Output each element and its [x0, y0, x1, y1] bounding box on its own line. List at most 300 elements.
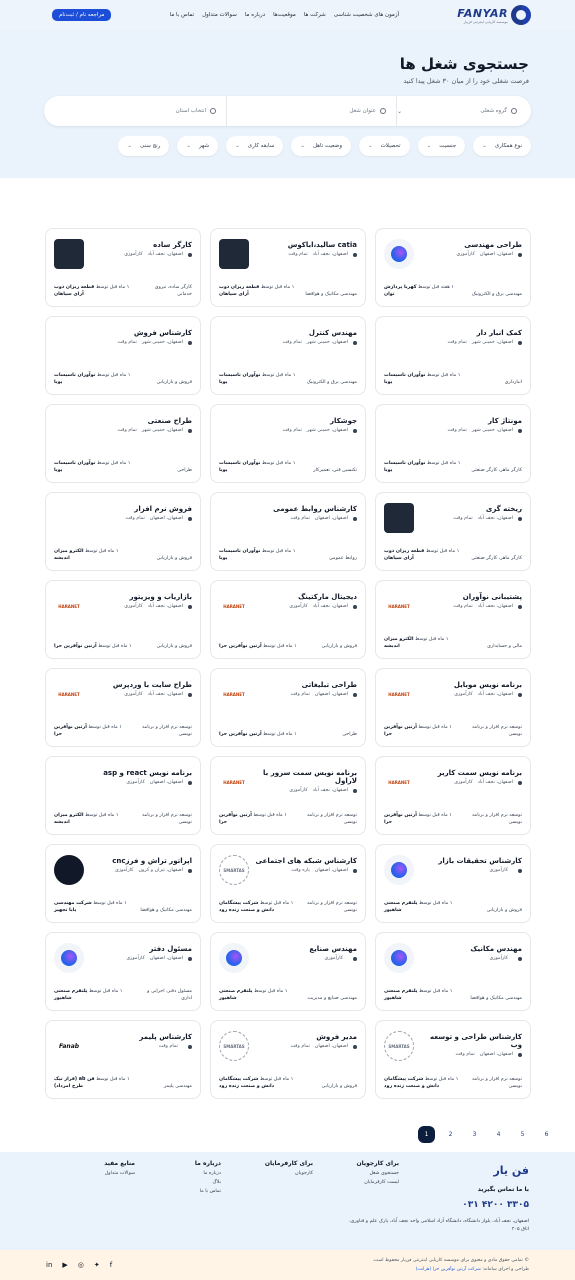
chevron-down-icon: ⌄ — [397, 107, 403, 115]
location-pin-icon — [353, 1045, 357, 1049]
page-button[interactable]: 5 — [520, 1131, 525, 1138]
job-category: مهندسی صنایع و مدیریت — [307, 995, 357, 1001]
company-logo: HARANET — [384, 591, 414, 621]
filter-education[interactable]: تحصیلات ⌄ — [359, 136, 410, 156]
job-category: مهندسی مکانیک و هوافضا — [305, 291, 357, 297]
job-category: تکنسین فنی، تعمیرکار — [313, 467, 357, 473]
job-title[interactable]: برنامه نویس سمت کاربر — [437, 769, 522, 777]
job-type: کارآموزی — [124, 252, 143, 257]
company-logo: HARANET — [54, 679, 84, 709]
top-header — [0, 0, 575, 30]
job-category: کارگر ساده، نیروی خدماتی — [154, 285, 192, 297]
job-category: مهندسی پلیمر — [163, 1083, 192, 1089]
job-location: اصفهان، اصفهان — [479, 252, 513, 257]
company-name[interactable]: نوآوران تاسیسات پویا — [54, 373, 96, 385]
login-button[interactable]: مراجعه نام / ثبت‌نام — [52, 9, 111, 21]
location-pin-icon — [353, 341, 357, 345]
job-title[interactable]: بازاریاب و ویزیتور — [129, 593, 192, 601]
filter-marital[interactable]: وضعیت تاهل ⌄ — [291, 136, 351, 156]
posted-time: ۱ ماه قبل توسط — [424, 1077, 459, 1082]
job-type: تمام وقت — [453, 604, 473, 609]
job-location: اصفهان، اصفهان — [149, 516, 183, 521]
page-subtitle: فرصت شغلی خود را از میان ۳۰ شغل پیدا کنید — [403, 77, 529, 85]
brand-tagline: موسسه کاریابی اینترنتی فن‌یار — [463, 19, 508, 24]
job-title[interactable]: جوشکار — [329, 417, 357, 425]
job-location: اصفهان، خمینی شهر — [471, 340, 513, 345]
job-title[interactable]: اپراتور تراش و فرزcnc — [112, 857, 192, 865]
job-card[interactable] — [210, 492, 366, 571]
footer-link[interactable]: بلاگ — [212, 1180, 221, 1185]
company-logo — [219, 943, 249, 973]
posted-time: ۱ ماه قبل توسط — [88, 989, 123, 994]
location-pin-icon — [518, 693, 522, 697]
location-pin-icon — [188, 869, 192, 873]
job-title[interactable]: catia سالید،اباکوس — [287, 241, 357, 249]
job-location: اصفهان، نجف آباد — [312, 604, 348, 609]
footer-col-resources: منابع مفید سوالات متداول — [104, 1160, 135, 1176]
location-pin-icon — [188, 781, 192, 785]
job-category: توسعه نرم افزار و برنامه نویسی — [472, 725, 522, 737]
job-location: اصفهان، اصفهان — [314, 1044, 348, 1049]
main-nav — [170, 12, 399, 18]
posted-time: ۱ هفته قبل توسط — [418, 285, 454, 290]
filter-city[interactable]: شهر ⌄ — [177, 136, 218, 156]
job-card[interactable] — [210, 316, 366, 395]
page-button[interactable]: 1 — [418, 1126, 435, 1143]
job-type: کارآموزی — [124, 604, 143, 609]
search-icon — [380, 108, 386, 114]
nav-about[interactable]: درباره ما — [244, 12, 266, 18]
page-button[interactable]: 4 — [496, 1131, 501, 1138]
job-card[interactable] — [210, 668, 366, 747]
brand-name: FANYAR — [457, 6, 508, 20]
location-pin-icon — [353, 605, 357, 609]
social-links — [46, 1261, 112, 1269]
company-name[interactable]: آرتین نوآفرین حرا — [384, 725, 417, 737]
job-card[interactable] — [375, 844, 531, 923]
posted-time: ۱ ماه قبل توسط — [93, 901, 127, 906]
job-category: توسعه نرم افزار و برنامه نویسی — [472, 813, 522, 825]
job-card[interactable] — [375, 1020, 531, 1099]
logo-icon — [511, 5, 531, 25]
job-location: اصفهان، نجف آباد — [477, 780, 513, 785]
job-location: اصفهان، اصفهان — [314, 692, 348, 697]
bottom-bar: © تمامی حقوق مادی و معنوی برای موسسه کاریابی اینترنتی فن‌یار محفوظ است. طراحی و اجرای سامانه: شرکت آرتین نوآفرین حرا (هرانت) in ▶ ◎ ✦ f — [0, 1250, 575, 1280]
footer — [0, 1152, 575, 1250]
facebook-icon[interactable]: f — [109, 1261, 113, 1269]
job-card[interactable] — [210, 580, 366, 659]
posted-time: ۱ ماه قبل توسط — [253, 989, 288, 994]
job-type: تمام وقت — [282, 340, 302, 345]
location-pin-icon — [188, 605, 192, 609]
location-pin-icon — [188, 1045, 192, 1049]
footer-col-employers: برای کارفرمایان کارجویان — [264, 1160, 313, 1176]
province-select[interactable]: انتخاب استان — [58, 96, 227, 126]
posted-time: ۱ ماه قبل توسط — [88, 725, 122, 730]
job-type: کارآموزی — [126, 956, 145, 961]
job-title[interactable]: طراحی تبلیغاتی — [301, 681, 357, 689]
linkedin-icon[interactable]: in — [46, 1261, 53, 1269]
job-category: فروش و بازاریابی — [321, 643, 357, 649]
company-name[interactable]: آرتین نوآفرین حرا — [54, 725, 87, 737]
job-card[interactable] — [375, 668, 531, 747]
company-name[interactable]: نوآوران تاسیسات پویا — [384, 461, 426, 473]
company-logo: HARANET — [219, 767, 249, 797]
job-group-select[interactable]: گروه شغلی ⌄ — [397, 96, 517, 126]
company-name[interactable]: قطعه ریزان ذوب آرای سپاهان — [384, 549, 425, 561]
job-title-input[interactable]: عنوان شغل — [227, 96, 397, 126]
job-type: تمام وقت — [290, 692, 310, 697]
posted-time: ۱ ماه قبل توسط — [425, 549, 460, 554]
job-location: اصفهان، خمینی شهر — [306, 340, 348, 345]
address: اصفهان، نجف آباد، بلوار دانشگاه، دانشگاه آزاد اسلامی واحد نجف آباد، پارک علم و فناوری، اتاق ۲۰۵ — [349, 1219, 529, 1232]
location-pin-icon — [518, 341, 522, 345]
company-name[interactable]: آرتین نوآفرین حرا — [219, 813, 252, 825]
location-icon — [210, 108, 216, 114]
chevron-down-icon: ⌄ — [368, 143, 373, 149]
twitter-icon[interactable]: ✦ — [93, 1261, 100, 1269]
company-name[interactable]: شرکت پیشگامان دانش و صنعت زنده رود — [219, 1077, 275, 1089]
posted-time: ۱ ماه قبل توسط — [260, 285, 295, 290]
job-title[interactable]: کارشناس شبکه های اجتماعی — [255, 857, 357, 865]
posted-time: ۱ ماه قبل توسط — [85, 813, 119, 818]
location-pin-icon — [188, 517, 192, 521]
posted-time: ۱ ماه قبل توسط — [261, 373, 296, 378]
job-category: توسعه نرم افزار و برنامه نویسی — [142, 725, 192, 737]
posted-time: ۱ ماه قبل توسط — [85, 549, 119, 554]
posted-time: ۱ ماه قبل توسط — [259, 1077, 294, 1082]
company-logo: HARANET — [384, 679, 414, 709]
company-logo: HARANET — [54, 591, 84, 621]
posted-time: ۱ ماه قبل توسط — [418, 989, 453, 994]
posted-time: ۱ ماه قبل توسط — [426, 461, 461, 466]
posted-time: ۱ ماه قبل توسط — [418, 813, 452, 818]
job-type: تمام وقت — [453, 516, 473, 521]
company-logo — [384, 943, 414, 973]
chevron-down-icon: ⌄ — [235, 143, 240, 149]
job-type: تمام وقت — [447, 340, 467, 345]
job-type: تمام وقت — [455, 1052, 475, 1057]
youtube-icon[interactable]: ▶ — [62, 1261, 68, 1269]
job-type: کارآموزی — [489, 868, 508, 873]
job-title[interactable]: کارشناس روابط عمومی — [273, 505, 357, 513]
company-name[interactable]: الکترو میزان اندیشه — [54, 549, 84, 561]
job-category: طراحی — [177, 467, 192, 473]
job-category: مسئول دفتر، اجرایی و اداری — [147, 989, 192, 1001]
job-category: مالی و حسابداری — [487, 643, 522, 649]
company-name[interactable]: پلتفرم صنعتی شاهپور — [219, 989, 253, 1001]
nav-faq[interactable]: سوالات متداول — [202, 12, 237, 18]
job-card[interactable] — [210, 228, 366, 307]
job-category: فروش و بازاریابی — [486, 907, 522, 913]
job-title[interactable]: طراحی مهندسی — [464, 241, 522, 249]
job-type: کارآموزی — [456, 252, 475, 257]
job-category: فروش و بازاریابی — [156, 643, 192, 649]
job-type: کارآموزی — [289, 604, 308, 609]
company-name[interactable]: نوآوران تاسیسات پویا — [384, 373, 426, 385]
footer-link[interactable]: سوالات متداول — [104, 1171, 135, 1176]
footer-brand: فن یار — [493, 1164, 529, 1177]
job-location: اصفهان، نجف آباد — [147, 252, 183, 257]
company-logo: SMARTAS — [219, 855, 249, 885]
company-name[interactable]: الکترو میزان اندیشه — [384, 637, 414, 649]
posted-time: ۱ ماه قبل توسط — [253, 813, 287, 818]
company-name[interactable]: آرتین نوآفرین حرا — [384, 813, 417, 825]
job-location: اصفهان، اصفهان — [314, 868, 348, 873]
job-location: اصفهان، خمینی شهر — [141, 340, 183, 345]
job-title[interactable]: فروش نرم افزار — [134, 505, 192, 513]
job-card[interactable] — [45, 404, 201, 483]
posted-time: ۱ ماه قبل توسط — [426, 373, 461, 378]
filter-gender[interactable]: جنسیت ⌄ — [418, 136, 466, 156]
job-title[interactable]: ریخته گری — [485, 505, 522, 513]
job-category: فروش و بازاریابی — [156, 555, 192, 561]
posted-time: ۱ ماه قبل توسط — [96, 373, 131, 378]
company-logo — [384, 503, 414, 533]
job-type: پاره وقت — [291, 868, 310, 873]
search-bar — [44, 96, 531, 126]
job-card[interactable] — [375, 932, 531, 1011]
job-type: کارآموزی — [124, 692, 143, 697]
job-title[interactable]: دیجیتال مارکتینگ — [298, 593, 357, 601]
company-logo: HARANET — [384, 767, 414, 797]
footer-link[interactable]: لیست کارفرمایان — [364, 1180, 399, 1185]
job-category: توسعه نرم افزار و برنامه نویسی — [307, 901, 357, 913]
job-type: کارآموزی — [114, 868, 134, 873]
page-button[interactable]: 2 — [448, 1131, 453, 1138]
job-grid — [44, 228, 531, 1099]
job-location: اصفهان، خمینی شهر — [141, 428, 183, 433]
job-card[interactable] — [375, 404, 531, 483]
job-card[interactable] — [210, 404, 366, 483]
job-category: توسعه نرم افزار و برنامه نویسی — [472, 1077, 522, 1089]
job-card[interactable] — [45, 316, 201, 395]
job-card[interactable] — [45, 228, 201, 307]
job-card[interactable] — [45, 932, 201, 1011]
posted-time: ۱ ماه قبل توسط — [418, 725, 452, 730]
job-card[interactable] — [45, 1020, 201, 1099]
posted-time: ۱ ماه قبل توسط — [263, 731, 297, 737]
location-pin-icon — [518, 869, 522, 873]
posted-time: ۱ ماه قبل توسط — [95, 285, 130, 290]
job-card[interactable] — [45, 844, 201, 923]
footer-link[interactable]: تماس با ما — [199, 1189, 221, 1194]
instagram-icon[interactable]: ◎ — [77, 1261, 84, 1269]
job-location: اصفهان، خمینی شهر — [471, 428, 513, 433]
job-type: تمام وقت — [117, 340, 137, 345]
footer-link[interactable]: جستجوی شغل — [369, 1171, 399, 1176]
location-pin-icon — [353, 789, 357, 793]
job-category: فروش و بازاریابی — [321, 1083, 357, 1089]
location-pin-icon — [353, 693, 357, 697]
filter-age-range[interactable]: رنج سنی ⌄ — [118, 136, 169, 156]
job-location: اصفهان، اصفهان — [149, 956, 183, 961]
footer-link[interactable]: کارجویان — [295, 1171, 313, 1176]
job-title[interactable]: پشتیبانی نوآوران — [462, 593, 522, 601]
company-name[interactable]: نوآوران تاسیسات پویا — [219, 549, 261, 561]
job-title[interactable]: مهندس مکانیک — [470, 945, 522, 953]
nav-positions[interactable]: موقعیت‌ها — [273, 12, 296, 18]
job-category: فروش و بازاریابی — [156, 379, 192, 385]
company-name[interactable]: قطعه ریزان ذوب آرای سپاهان — [54, 285, 95, 297]
designer-link[interactable]: شرکت آرتین نوآفرین حرا (هرانت) — [415, 1267, 481, 1272]
footer-link[interactable]: درباره ما — [203, 1171, 221, 1176]
posted-time: ۱ ماه قبل توسط — [418, 901, 453, 906]
nav-contact[interactable]: تماس با ما — [169, 12, 195, 18]
job-title[interactable]: طراح صنعتی — [147, 417, 192, 425]
company-logo: SMARTAS — [219, 1031, 249, 1061]
company-name[interactable]: فن ab (فراز نیک طرح امرداد) — [54, 1077, 95, 1089]
job-category: کارگر ماهر، کارگر صنعتی — [471, 467, 522, 473]
job-title[interactable]: کارگر ساده — [153, 241, 192, 249]
nav-personality-tests[interactable]: آزمون های شخصیت شناسی — [333, 12, 400, 18]
job-card[interactable] — [375, 580, 531, 659]
contact-label: با ما تماس بگیرید — [477, 1186, 529, 1193]
job-type: کارآموزی — [126, 780, 145, 785]
job-card[interactable] — [210, 756, 366, 835]
company-logo: SMARTAS — [384, 1031, 414, 1061]
job-card[interactable] — [375, 316, 531, 395]
filter-bar — [88, 136, 531, 156]
location-pin-icon — [188, 341, 192, 345]
posted-time: ۱ ماه قبل توسط — [261, 461, 296, 466]
job-card[interactable] — [375, 228, 531, 307]
company-name[interactable]: قطعه ریزان ذوب آرای سپاهان — [219, 285, 260, 297]
posted-time: ۱ ماه قبل توسط — [261, 549, 296, 554]
job-title[interactable]: کمک انبار دار — [476, 329, 522, 337]
job-title[interactable]: برنامه نویس سمت سرور با لاراول — [263, 769, 357, 785]
job-title[interactable]: کارشناس طراحی و توسعه وب — [430, 1033, 522, 1049]
page-button[interactable]: 6 — [544, 1131, 549, 1138]
job-card[interactable] — [45, 580, 201, 659]
job-title[interactable]: مدیر فروش — [316, 1033, 357, 1041]
company-name[interactable]: آرتین نوآفرین حرا — [54, 643, 97, 649]
category-icon — [511, 108, 517, 114]
company-name[interactable]: الکترو میزان اندیشه — [54, 813, 84, 825]
job-location: اصفهان، تیران و کرون — [138, 868, 183, 873]
job-type: تمام وقت — [282, 428, 302, 433]
copyright: © تمامی حقوق مادی و معنوی برای موسسه کاریابی اینترنتی فن‌یار محفوظ است. — [372, 1258, 529, 1263]
job-card[interactable] — [45, 668, 201, 747]
company-name[interactable]: آرتین نوآفرین حرا — [219, 731, 262, 737]
chevron-down-icon: ⌄ — [426, 143, 432, 149]
page-button[interactable]: 3 — [472, 1131, 477, 1138]
job-location: اصفهان، نجف آباد — [477, 516, 513, 521]
company-name[interactable]: شرکت پیشگامان دانش و صنعت زنده رود — [219, 901, 275, 913]
job-type: تمام وقت — [288, 252, 308, 257]
job-title[interactable]: برنامه نویس موبایل — [453, 681, 522, 689]
job-location: اصفهان، اصفهان — [149, 780, 183, 785]
job-title[interactable]: مهندس صنایع — [309, 945, 357, 953]
company-name[interactable]: پلتفرم صنعتی شاهپور — [384, 989, 418, 1001]
location-pin-icon — [518, 253, 522, 257]
company-logo — [54, 855, 84, 885]
posted-time: ۱ ماه قبل توسط — [96, 1077, 130, 1082]
posted-time: ۱ ماه قبل توسط — [259, 901, 294, 906]
posted-time: ۱ ماه قبل توسط — [415, 637, 449, 642]
footer-col-jobseekers: برای کارجویان جستجوی شغل لیست کارفرمایان — [356, 1160, 399, 1185]
job-card[interactable] — [210, 844, 366, 923]
job-title[interactable]: کارشناس تحقیقات بازار — [438, 857, 522, 865]
job-type: تمام وقت — [117, 428, 137, 433]
company-name[interactable]: کهربا پردازش توان — [384, 285, 417, 297]
job-card[interactable] — [210, 932, 366, 1011]
job-type: تمام وقت — [290, 1044, 310, 1049]
job-category: مهندسی برق و الکترونیک — [471, 291, 522, 297]
company-name[interactable]: آرتین نوآفرین حرا — [219, 643, 262, 649]
pagination — [418, 1126, 555, 1143]
job-type: تمام وقت — [125, 516, 145, 521]
job-type: کارآموزی — [454, 692, 473, 697]
job-title[interactable]: برنامه نویس react و asp — [103, 769, 192, 777]
filter-cooperation-type[interactable]: نوع همکاری ⌄ — [473, 136, 531, 156]
company-logo: HARANET — [219, 591, 249, 621]
job-location: اصفهان، نجف آباد — [477, 604, 513, 609]
company-logo — [219, 239, 249, 269]
nav-companies[interactable]: شرکت ها — [303, 12, 326, 18]
job-title[interactable]: مونتاژ کار — [487, 417, 522, 425]
job-category: توسعه نرم افزار و برنامه نویسی — [142, 813, 192, 825]
company-name[interactable]: شرکت مهندسی پایا تجهیز — [54, 901, 92, 913]
job-card[interactable] — [375, 756, 531, 835]
company-logo — [54, 239, 84, 269]
phone-number[interactable]: ۰۳۱ ۴۲۰۰ ۳۳۰۵ — [462, 1200, 529, 1210]
job-location: اصفهان، اصفهان — [479, 1052, 513, 1057]
company-logo — [384, 855, 414, 885]
job-location: اصفهان، نجف آباد — [312, 788, 348, 793]
posted-time: ۱ ماه قبل توسط — [96, 461, 131, 466]
location-pin-icon — [353, 253, 357, 257]
chevron-down-icon: ⌄ — [300, 143, 305, 149]
chevron-down-icon: ⌄ — [482, 143, 487, 149]
job-category: توسعه نرم افزار و برنامه نویسی — [307, 813, 357, 825]
job-location: اصفهان، نجف آباد — [312, 252, 348, 257]
company-name[interactable]: نوآوران تاسیسات پویا — [54, 461, 96, 473]
job-category: طراحی — [342, 731, 357, 737]
job-title[interactable]: مهندس کنترل — [308, 329, 357, 337]
job-card[interactable] — [45, 756, 201, 835]
job-category: کارگر ماهر، کارگر صنعتی — [471, 555, 522, 561]
job-location: اصفهان، نجف آباد — [477, 692, 513, 697]
job-title[interactable]: طراح سایت با وردپرس — [112, 681, 192, 689]
job-category: مهندسی مکانیک و هوافضا — [470, 995, 522, 1001]
filter-experience[interactable]: سابقه کاری ⌄ — [226, 136, 283, 156]
page-title: جستجوی شغل ها — [399, 55, 529, 73]
job-category: مهندسی مکانیک و هوافضا — [140, 907, 192, 913]
company-name[interactable]: پلتفرم صنعتی شاهپور — [384, 901, 418, 913]
company-name[interactable]: نوآوران تاسیسات پویا — [219, 373, 261, 385]
job-location: اصفهان، نجف آباد — [147, 604, 183, 609]
location-pin-icon — [518, 781, 522, 785]
posted-time: ۱ ماه قبل توسط — [98, 643, 132, 649]
job-title[interactable]: کارشناس پلیمر — [139, 1033, 192, 1041]
company-logo — [384, 239, 414, 269]
location-pin-icon — [518, 517, 522, 521]
company-name[interactable]: نوآوران تاسیسات پویا — [219, 461, 261, 473]
brand-logo[interactable] — [457, 5, 531, 25]
footer-col-about: درباره ما درباره ما بلاگ تماس با ما — [194, 1160, 221, 1194]
location-pin-icon — [518, 605, 522, 609]
job-card[interactable] — [375, 492, 531, 571]
job-card[interactable] — [210, 1020, 366, 1099]
job-type: کارآموزی — [454, 780, 473, 785]
company-name[interactable]: پلتفرم صنعتی شاهپور — [54, 989, 88, 1001]
company-name[interactable]: شرکت پیشگامان دانش و صنعت زنده رود — [384, 1077, 440, 1089]
location-pin-icon — [188, 429, 192, 433]
job-title[interactable]: مسئول دفتر — [149, 945, 192, 953]
job-card[interactable] — [45, 492, 201, 571]
job-title[interactable]: کارشناس فروش — [133, 329, 192, 337]
